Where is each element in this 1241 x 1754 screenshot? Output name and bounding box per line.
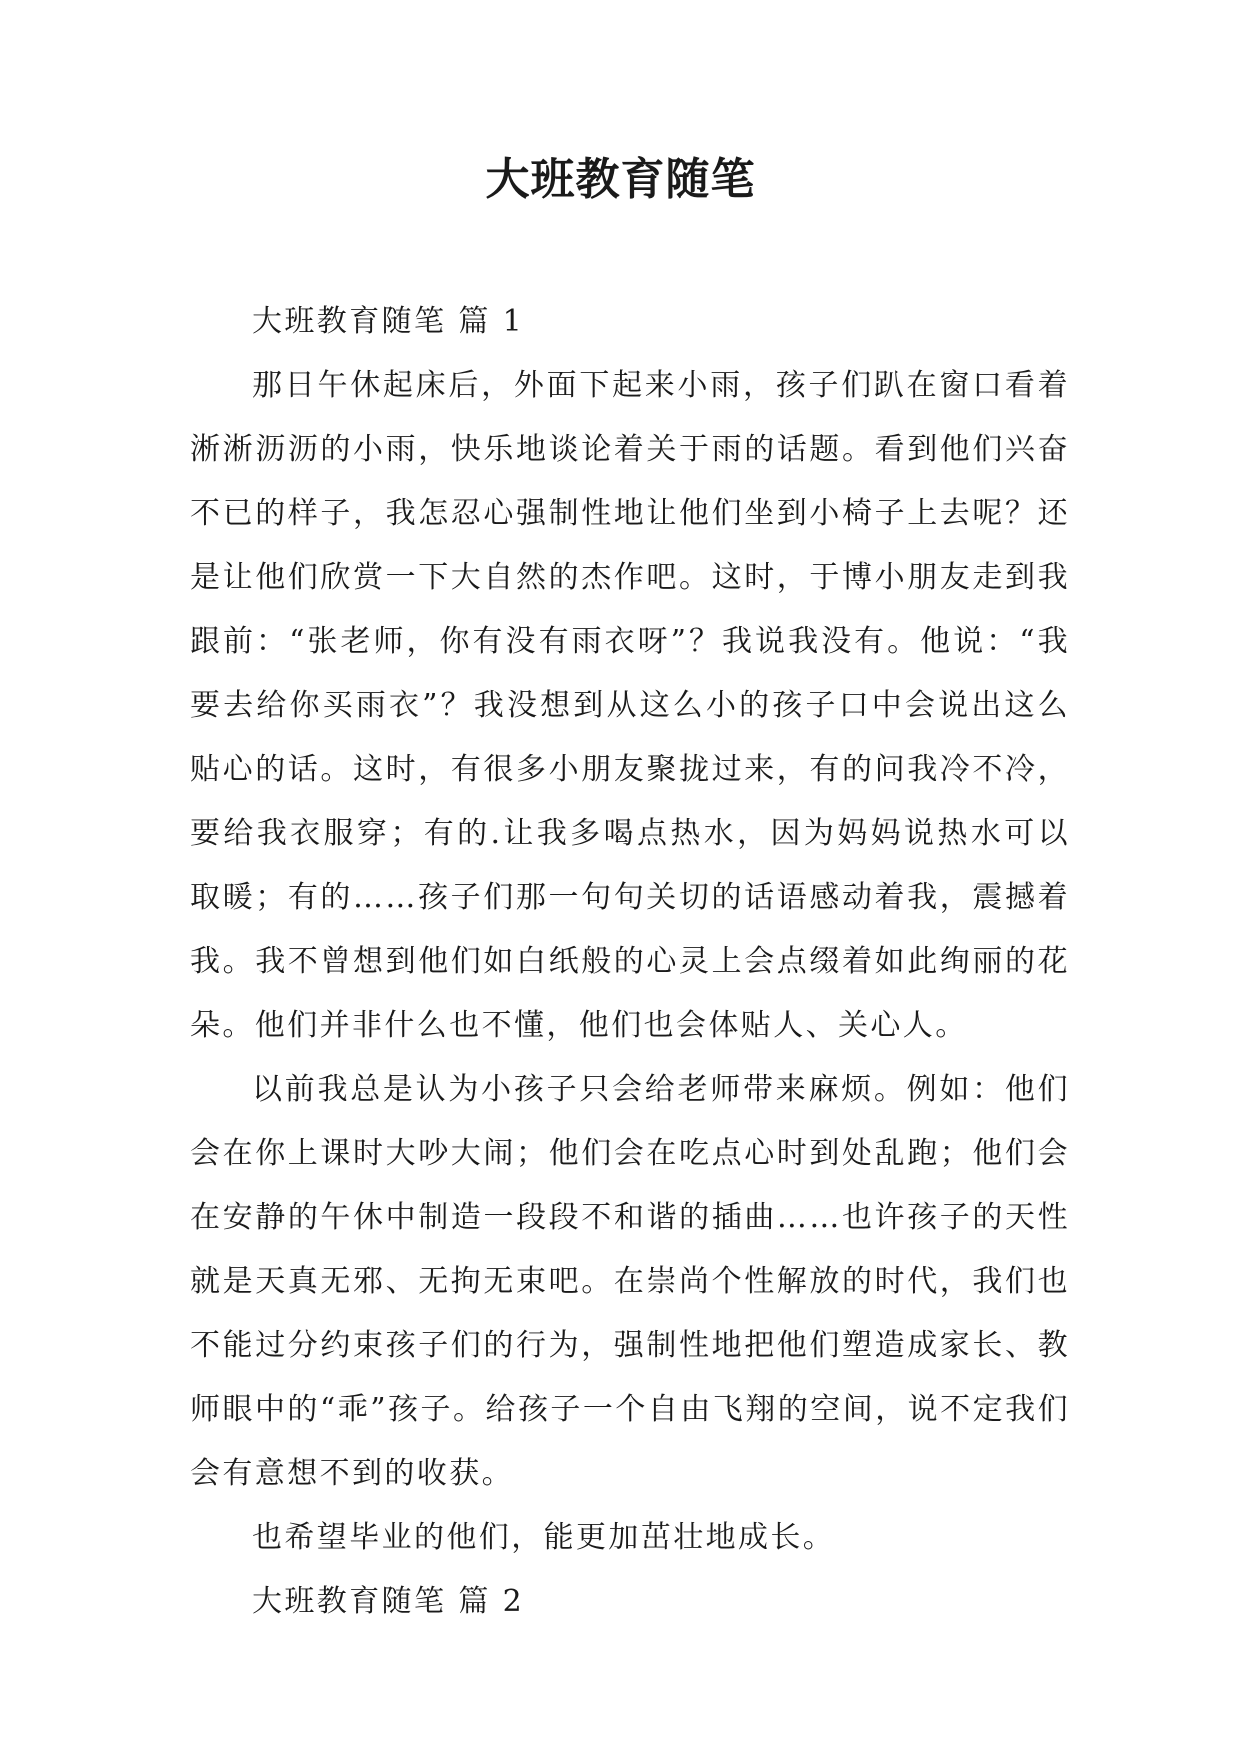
section-heading-2: 大班教育随笔 篇 2 — [252, 1584, 525, 1619]
section-heading-1: 大班教育随笔 篇 1 — [252, 304, 525, 339]
paragraph-1: 那日午休起床后，外面下起来小雨，孩子们趴在窗口看着淅淅沥沥的小雨，快乐地谈论着关于雨的话题。看到他们兴奋不已的样子，我怎忍心强制性地让他们坐到小椅子上去呢？还是让他们欣赏一下大自然的杰作吧。这时，于博小朋友走到我跟前：“张老师，你有没有雨衣呀”？我说我没有。他说：“我要去给你买雨衣”？我没想到从这么小的孩子口中会说出这么贴心的话。这时，有很多小朋友聚拢过来，有的问我冷不冷，要给我衣服穿；有的.让我多喝点热水，因为妈妈说热水可以取暖；有的……孩子们那一句句关切的话语感动着我，震撼着我。我不曾想到他们如白纸般的心灵上会点缀着如此绚丽的花朵。他们并非什么也不懂，他们也会体贴人、关心人。 — [190, 368, 1070, 1043]
document-title: 大班教育随笔 — [485, 154, 756, 205]
paragraph-3: 也希望毕业的他们，能更加茁壮地成长。 — [252, 1520, 836, 1555]
document-body — [190, 290, 1070, 1634]
paragraph-2: 以前我总是认为小孩子只会给老师带来麻烦。例如：他们会在你上课时大吵大闹；他们会在吃点心时到处乱跑；他们会在安静的午休中制造一段段不和谐的插曲……也许孩子的天性就是天真无邪、无拘无束吧。在崇尚个性解放的时代，我们也不能过分约束孩子们的行为，强制性地把他们塑造成家长、教师眼中的“乖”孩子。给孩子一个自由飞翔的空间，说不定我们会有意想不到的收获。 — [190, 1072, 1070, 1491]
